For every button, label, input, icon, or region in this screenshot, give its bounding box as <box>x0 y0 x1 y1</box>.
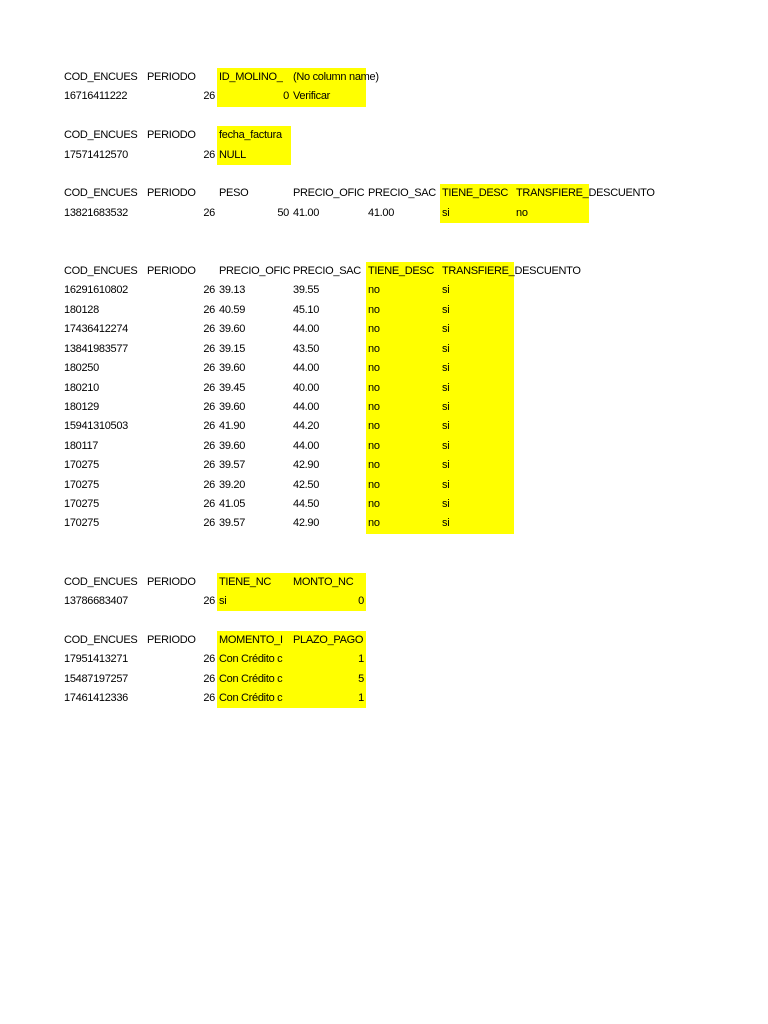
cell-periodo: 26 <box>203 653 215 666</box>
cell-precio-sac: 44.50 <box>293 497 320 510</box>
cell-fecha-factura: NULL <box>217 146 291 165</box>
cell-peso: 50 <box>277 206 289 219</box>
column-header-precio-oficial: PRECIO_OFIC <box>293 187 365 200</box>
cell-precio-oficial: 39.13 <box>219 284 246 297</box>
cell-cod-encuesta: 170275 <box>64 478 99 491</box>
cell-cod-encuesta: 13841983577 <box>64 342 128 355</box>
cell-transfiere-descuento: si <box>440 476 514 495</box>
cell-cod-encuesta: 16291610802 <box>64 284 128 297</box>
column-header-tiene-descuento: TIENE_DESC <box>366 262 440 281</box>
spreadsheet-page <box>62 68 655 708</box>
column-header-cod-encuesta: COD_ENCUES <box>64 187 138 200</box>
column-header-transfiere-descuento: TRANSFIERE_DESCUENTO <box>440 262 514 281</box>
column-header-periodo: PERIODO <box>147 71 196 83</box>
cell-cod-encuesta: 17571412570 <box>64 148 128 161</box>
cell-cod-encuesta: 180250 <box>64 362 99 375</box>
cell-periodo: 26 <box>203 439 215 452</box>
cell-cod-encuesta: 180128 <box>64 303 99 316</box>
column-header-periodo: PERIODO <box>147 633 196 646</box>
cell-no-column-name: Verificar <box>291 87 366 106</box>
column-header-transfiere-descuento: TRANSFIERE_DESCUENTO <box>514 184 589 203</box>
cell-tiene-descuento: si <box>440 204 514 223</box>
cell-tiene-descuento: no <box>366 398 440 417</box>
cell-precio-oficial: 39.45 <box>219 381 246 394</box>
cell-transfiere-descuento: si <box>440 417 514 436</box>
cell-precio-sac: 39.55 <box>293 284 320 297</box>
cell-periodo: 26 <box>203 672 215 685</box>
cell-transfiere-descuento: si <box>440 398 514 417</box>
cell-plazo-pago: 1 <box>291 689 366 708</box>
cell-tiene-descuento: no <box>366 476 440 495</box>
cell-cod-encuesta: 170275 <box>64 497 99 510</box>
column-header-periodo: PERIODO <box>147 575 196 588</box>
cell-periodo: 26 <box>203 303 215 316</box>
column-header-cod-encuesta: COD_ENCUES <box>64 633 138 646</box>
cell-cod-encuesta: 15941310503 <box>64 420 128 433</box>
cell-precio-oficial: 39.60 <box>219 400 246 413</box>
cell-tiene-descuento: no <box>366 320 440 339</box>
column-header-tiene-descuento: TIENE_DESC <box>440 184 514 203</box>
cell-cod-encuesta: 17951413271 <box>64 653 128 666</box>
cell-periodo: 26 <box>203 420 215 433</box>
cell-transfiere-descuento: si <box>440 495 514 514</box>
cell-precio-sac: 44.00 <box>293 400 320 413</box>
cell-periodo: 26 <box>203 362 215 375</box>
cell-precio-sac: 44.00 <box>293 362 320 375</box>
column-header-tiene-nc: TIENE_NC <box>217 573 291 592</box>
cell-monto-nc: 0 <box>291 592 366 611</box>
cell-id-molino: 0 <box>217 87 291 106</box>
cell-tiene-descuento: no <box>366 340 440 359</box>
cell-precio-oficial: 39.57 <box>219 459 246 472</box>
column-header-precio-sac: PRECIO_SAC <box>293 265 361 278</box>
column-header-peso: PESO <box>219 187 249 200</box>
cell-precio-oficial: 39.15 <box>219 342 246 355</box>
column-header-cod-encuesta: COD_ENCUES <box>64 129 138 142</box>
cell-periodo: 26 <box>203 459 215 472</box>
cell-transfiere-descuento: si <box>440 359 514 378</box>
column-header-periodo: PERIODO <box>147 265 196 278</box>
column-header-fecha-factura: fecha_factura <box>217 126 291 145</box>
cell-transfiere-descuento: si <box>440 301 514 320</box>
cell-periodo: 26 <box>203 148 215 161</box>
cell-periodo: 26 <box>203 594 215 607</box>
cell-periodo: 26 <box>203 206 215 219</box>
cell-transfiere-descuento: si <box>440 437 514 456</box>
cell-cod-encuesta: 15487197257 <box>64 672 128 685</box>
cell-tiene-descuento: no <box>366 437 440 456</box>
cell-periodo: 26 <box>203 517 215 530</box>
cell-momento: Con Crédito c <box>217 650 291 669</box>
cell-precio-oficial: 41.00 <box>293 206 320 219</box>
cell-precio-sac: 40.00 <box>293 381 320 394</box>
cell-precio-sac: 44.00 <box>293 323 320 336</box>
cell-precio-oficial: 39.60 <box>219 439 246 452</box>
cell-tiene-descuento: no <box>366 417 440 436</box>
cell-tiene-descuento: no <box>366 514 440 533</box>
cell-tiene-descuento: no <box>366 359 440 378</box>
cell-precio-sac: 41.00 <box>368 206 395 219</box>
cell-precio-oficial: 39.60 <box>219 323 246 336</box>
cell-periodo: 26 <box>203 400 215 413</box>
column-header-precio-sac: PRECIO_SAC <box>368 187 436 200</box>
cell-cod-encuesta: 180210 <box>64 381 99 394</box>
cell-precio-oficial: 39.20 <box>219 478 246 491</box>
cell-transfiere-descuento: si <box>440 379 514 398</box>
cell-cod-encuesta: 17436412274 <box>64 323 128 336</box>
column-header-monto-nc: MONTO_NC <box>291 573 366 592</box>
cell-tiene-descuento: no <box>366 495 440 514</box>
cell-transfiere-descuento: si <box>440 320 514 339</box>
cell-periodo: 26 <box>203 90 215 103</box>
cell-cod-encuesta: 13786683407 <box>64 594 128 607</box>
cell-cod-encuesta: 16716411222 <box>64 90 128 103</box>
cell-tiene-descuento: no <box>366 456 440 475</box>
cell-precio-sac: 44.20 <box>293 420 320 433</box>
cell-tiene-descuento: no <box>366 301 440 320</box>
cell-precio-oficial: 41.90 <box>219 420 246 433</box>
cell-precio-sac: 42.90 <box>293 517 320 530</box>
cell-transfiere-descuento: si <box>440 281 514 300</box>
column-header-precio-oficial: PRECIO_OFIC <box>219 265 291 278</box>
cell-cod-encuesta: 13821683532 <box>64 206 128 219</box>
cell-periodo: 26 <box>203 497 215 510</box>
cell-transfiere-descuento: no <box>514 204 589 223</box>
column-header-plazo-pago: PLAZO_PAGO <box>291 631 366 650</box>
column-header-id-molino: ID_MOLINO_ <box>217 68 291 87</box>
cell-precio-oficial: 40.59 <box>219 303 246 316</box>
column-header-cod-encuesta: COD_ENCUES <box>64 71 138 83</box>
cell-transfiere-descuento: si <box>440 456 514 475</box>
cell-precio-sac: 44.00 <box>293 439 320 452</box>
cell-momento: Con Crédito c <box>217 670 291 689</box>
cell-periodo: 26 <box>203 381 215 394</box>
cell-precio-sac: 43.50 <box>293 342 320 355</box>
cell-tiene-nc: si <box>217 592 291 611</box>
cell-precio-sac: 45.10 <box>293 303 320 316</box>
cell-cod-encuesta: 180129 <box>64 400 99 413</box>
column-header-no-column-name: (No column name) <box>291 68 366 87</box>
column-header-cod-encuesta: COD_ENCUES <box>64 265 138 278</box>
cell-cod-encuesta: 170275 <box>64 517 99 530</box>
cell-cod-encuesta: 17461412336 <box>64 692 128 704</box>
column-header-periodo: PERIODO <box>147 187 196 200</box>
cell-precio-oficial: 41.05 <box>219 497 246 510</box>
cell-precio-oficial: 39.57 <box>219 517 246 530</box>
cell-cod-encuesta: 170275 <box>64 459 99 472</box>
cell-periodo: 26 <box>203 323 215 336</box>
cell-cod-encuesta: 180117 <box>64 439 99 452</box>
cell-transfiere-descuento: si <box>440 340 514 359</box>
cell-periodo: 26 <box>203 478 215 491</box>
cell-periodo: 26 <box>203 692 215 704</box>
cell-periodo: 26 <box>203 284 215 297</box>
cell-periodo: 26 <box>203 342 215 355</box>
cell-momento: Con Crédito c <box>217 689 291 708</box>
cell-tiene-descuento: no <box>366 281 440 300</box>
cell-precio-sac: 42.50 <box>293 478 320 491</box>
cell-plazo-pago: 1 <box>291 650 366 669</box>
cell-plazo-pago: 5 <box>291 670 366 689</box>
cell-precio-oficial: 39.60 <box>219 362 246 375</box>
column-header-periodo: PERIODO <box>147 129 196 142</box>
cell-tiene-descuento: no <box>366 379 440 398</box>
column-header-cod-encuesta: COD_ENCUES <box>64 575 138 588</box>
cell-transfiere-descuento: si <box>440 514 514 533</box>
cell-precio-sac: 42.90 <box>293 459 320 472</box>
column-header-momento: MOMENTO_I <box>217 631 291 650</box>
